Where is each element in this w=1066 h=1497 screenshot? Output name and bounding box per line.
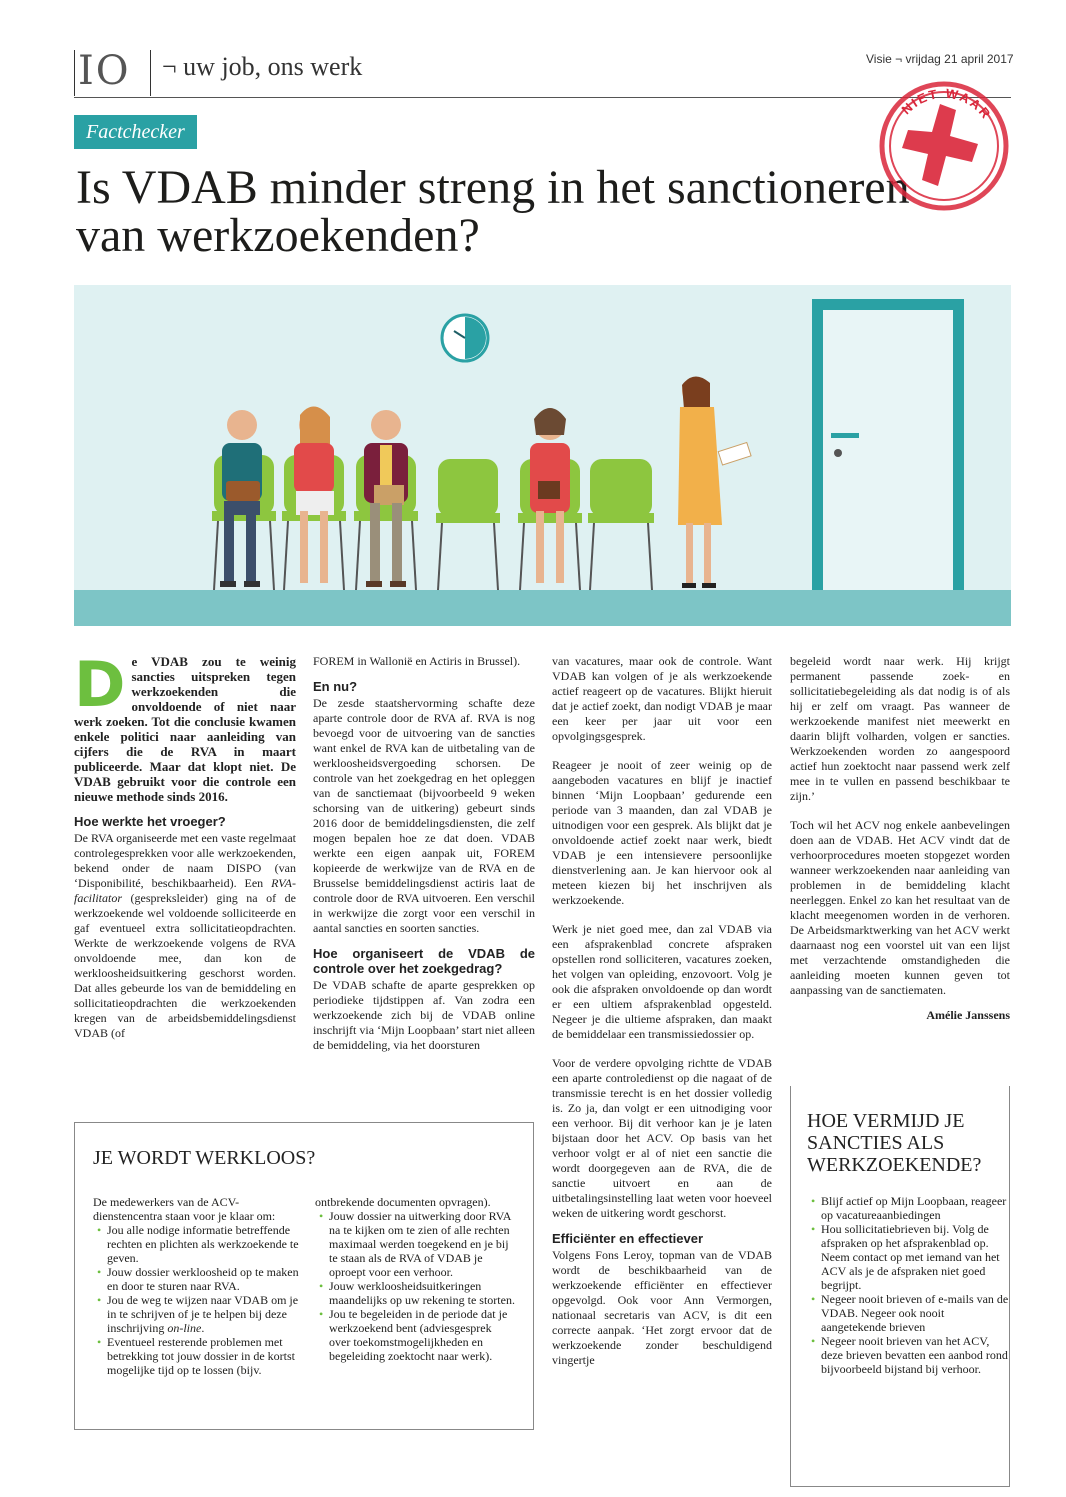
list-item: • Negeer nooit brieven van het ACV, deze brieven bevatten een aanbod rond bijvoorbeeld bijstand bij verhoor. xyxy=(821,1334,1011,1376)
list-item: • Jouw werkloosheidsuitkeringen maandelijks op uw rekening te storten. xyxy=(329,1279,515,1307)
list-item: • Hou sollicitatiebrieven bij. Volg de afspraken op het afsprakenblad op. Neem contact op met iemand van het ACV als je de afspraken niet goed begrijpt. xyxy=(821,1222,1011,1292)
waiting-room-illustration xyxy=(74,285,1011,626)
list-item: • Blijf actief op Mijn Loopbaan, reageer op vacatureaanbiedingen xyxy=(821,1194,1011,1222)
box-column-left xyxy=(93,1195,299,1377)
subheading-en-nu: En nu? xyxy=(313,679,358,694)
header-divider-left xyxy=(74,50,75,96)
article-column-3 xyxy=(552,654,772,1378)
door xyxy=(812,299,964,590)
list-item: • Eventueel resterende problemen met betrekking tot jouw dossier in de kortst mogelijke tijd op te lossen (bijv. xyxy=(107,1335,299,1377)
list-item: • Jouw dossier na uitwerking door RVA na te kijken om te zien of alle rechten maximaal werden toegekend en je bij te staan als de RVA of VDAB je oproept voor een verhoor. xyxy=(329,1209,515,1279)
paragraph: Werk je niet goed mee, dan zal VDAB via een afsprakenblad concrete afspraken opstellen rond solliciteren, vacatures zoeken, het volgen van opleiding, enzovoort. Volg je ook die afspraken onvoldoende op dan wordt er een ultiem afsprakenblad opgesteld. Negeer je die ultieme afspraken, dan maakt de bemiddelaar een transmissiedossier op. xyxy=(552,922,772,1041)
page-number: IO xyxy=(78,48,131,94)
article-column-4 xyxy=(790,654,1010,1033)
paragraph: begeleid wordt naar werk. Hij krijgt permanent passende zoek- en sollicitatiebegeleiding als dat nodig is of als hij er zelf om vraagt. Pas wanneer de werkzoekende manifest niet meewerkt en daarin blijft volharden, volgen er sancties. Werkzoekenden worden zo aangespoord actief hun zoektocht naar passend werk zelf mee in te vullen en passend beschikbaar te zijn.’ xyxy=(790,654,1010,803)
subheading-hoe-werkte: Hoe werkte het vroeger? xyxy=(74,814,226,829)
header-divider-right xyxy=(150,50,151,96)
paragraph: De RVA organiseerde met een vaste regelmaat controlegesprekken voor alle werkzoekenden, bekend onder de naam DISPO (van ‘Disponibilité, beschikbaarheid). Een RVA-facilitator (gespreksleider) ging na of de werkzoekende wel voldoende solliciteerde en gaf eventueel extra sollicitatieopdrachten. Werkte de werkzoekende volgens de RVA onvoldoende mee, dan kon de werkloosheidsuitkering geschorst worden. Dat alles gebeurde los van de bemiddeling en sollicitatieopdrachten die werkzoekenden kregen van de arbeidsbemiddelingsdienst VDAB (of xyxy=(74,831,296,1040)
box-continuation: ontbrekende documenten opvragen). xyxy=(315,1195,491,1209)
cross-icon xyxy=(902,104,978,186)
paragraph: Toch wil het ACV nog enkele aanbevelingen doen aan de VDAB. Het ACV vindt dat de verhoorprocedures moeten stopgezet worden wanneer werkzoekenden naar aanleiding van problemen in de bemiddeling klacht neerleggen. Enkel zo kan het resultaat van de klacht meegenomen worden in de verhoren. De Arbeidsmarktwerking van het ACV werkt daarnaast nog een voorstel uit van een lijst met verzachtende omstandigheden die aanleiding moeten kunnen geven tot aanpassing van de sanctiematen. xyxy=(790,818,1010,997)
article-column-1 xyxy=(74,648,296,1051)
paragraph: Reageer je nooit of zeer weinig op de aangeboden vacatures en blijf je inactief binnen ‘Mijn Loopbaan’ gedurende een periode van 3 maanden, dan zal VDAB je uitnodigen voor een gesprek. Als blijkt dat je onvoldoende actief zoekt naar werk, biedt VDAB je een intensievere persoonlijke dienstverlening aan. Je kan hiervoor ook al meteen kiezen bij het inschrijven als werkzoekende. xyxy=(552,758,772,907)
info-box-sancties-vermijden xyxy=(790,1086,1010,1487)
list-item: • Jou alle nodige informatie betreffende rechten en plichten als werkzoekende te geven. xyxy=(107,1223,299,1265)
box-column-right xyxy=(315,1195,515,1363)
box-intro: De medewerkers van de ACV-dienstencentra staan voor je klaar om: xyxy=(93,1195,276,1223)
headline: Is VDAB minder streng in het sanctioneren van werkzoekenden? xyxy=(76,161,910,262)
clock-icon xyxy=(442,315,488,361)
paragraph: Volgens Fons Leroy, topman van de VDAB wordt de beschikbaarheid van de werkzoekende efficiënter en effectiever opgevolgd. Ook voor Ann Vermorgen, nationaal secretaris van ACV, is dit een correcte aanpak. ‘Het zorgt ervoor dat de werkzoekende zonder beschuldigend vingertje xyxy=(552,1248,772,1367)
paragraph: De zesde staatshervorming schafte deze aparte controle door de RVA af. RVA is nog bevoegd voor de uitvoering van de sancties want enkel de RVA kan de uitbetaling van de werkloosheidsvergoeding schorsen. De controle van het zoekgedrag en het opleggen van de sanctiemaat (bijvoorbeeld 9 weken schorsing van de uitkering) gebeurt sinds 2016 door de bemiddelingsdiensten, die zelf mogen bepalen hoe ze dat doen. VDAB werkte een eigen aanpak uit, FOREM kopieerde de werkwijze van de RVA en de Brusselse bemiddelingsdienst actiris laat de controle door de RVA uitvoeren. Een verschil in werkwijze die zorgt voor een verschil in aantal sancties en soorten sancties. xyxy=(313,696,535,935)
list-item: • Jouw dossier werkloosheid op te maken en door te sturen naar RVA. xyxy=(107,1265,299,1293)
list-item: • Jou te begeleiden in de periode dat je werkzoekend bent (adviesgesprek over toekomstmogelijkheden en begeleiding zoektocht naar werk). xyxy=(329,1307,515,1363)
paragraph: De VDAB schafte de aparte gesprekken op periodieke tijdstippen af. Van zodra een werkzoekende zich bij de VDAB online inschrijft via ‘Mijn Loopbaan’ start niet alleen de bemiddeling, via het doorsturen xyxy=(313,978,535,1052)
box-list xyxy=(93,1223,299,1377)
box-title: HOE VERMIJD JE SANCTIES ALS WERKZOEKENDE? xyxy=(807,1110,982,1176)
niet-waar-stamp xyxy=(874,74,1014,214)
factchecker-tag: Factchecker xyxy=(74,115,197,149)
box-list xyxy=(807,1194,1011,1376)
paragraph: van vacatures, maar ook de controle. Want VDAB kan volgen of je als werkzoekende actief reageert op de vacatures. Blijkt hieruit dat je actief zoekt, dan nodigt VDAB je maar een keer per jaar uit voor een opvolgingsgesprek. xyxy=(552,654,772,743)
box-list xyxy=(315,1209,515,1363)
list-item: • Jou de weg te wijzen naar VDAB om je in te schrijven of je te helpen bij deze inschrijving on-line. xyxy=(107,1293,299,1335)
dateline: Visie ¬ vrijdag 21 april 2017 xyxy=(866,52,1014,66)
drop-cap: D xyxy=(74,648,126,721)
stamp-text: NIET WAAR xyxy=(898,85,995,123)
subheading-controle: Hoe organiseert de VDAB de controle over het zoekgedrag? xyxy=(313,946,535,976)
box-title: JE WORDT WERKLOOS? xyxy=(93,1147,316,1169)
paragraph: FOREM in Wallonië en Actiris in Brussel). xyxy=(313,654,521,668)
article-lead: e VDAB zou te weinig sancties uitspreken tegen werkzoekenden die onvoldoende of niet naar werk zoeken. Tot die conclusie kwamen enkele politici naar aanleiding van cijfers die de RVA in maart publiceerde. Maar dat klopt niet. De VDAB gebruikt voor die controle een nieuwe methode sinds 2016. xyxy=(74,654,296,804)
section-title: ¬ uw job, ons werk xyxy=(162,52,363,81)
header-rule xyxy=(74,97,1011,98)
list-item: • Negeer nooit brieven of e-mails van de VDAB. Negeer ook nooit aangetekende brieven xyxy=(821,1292,1011,1334)
subheading-efficienter: Efficiënter en effectiever xyxy=(552,1231,704,1246)
author-byline: Amélie Janssens xyxy=(926,1008,1010,1022)
paragraph: Voor de verdere opvolging richtte de VDAB een aparte controledienst op die nagaat of de transmissie terecht is en het dossier volledig is. Zo ja, dan volgt er een uitnodiging voor een verhoor. Bij dit verhoor kan je je laten bijstaan door het ACV. Op basis van het verhoor volgt er al of niet een sanctie die wordt doorgegeven aan de RVA, die de sanctie uitvoert en aan de uitbetalingsinstelling laat weten voor hoeveel weken de uitkering wordt geschorst. xyxy=(552,1056,772,1220)
info-box-je-wordt-werkloos xyxy=(74,1122,534,1430)
article-column-2 xyxy=(313,654,535,1063)
